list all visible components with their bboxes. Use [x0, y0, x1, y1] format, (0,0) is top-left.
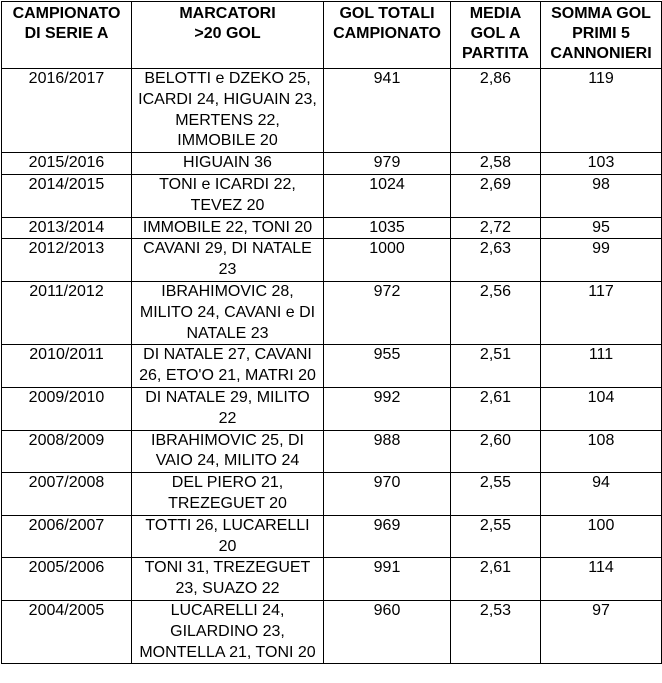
top5-sum-cell: 97 — [541, 600, 662, 663]
scorers-cell: DI NATALE 27, CAVANI 26, ETO'O 21, MATRI 20 — [132, 345, 324, 388]
season-cell: 2004/2005 — [2, 600, 132, 663]
table-row — [2, 174, 662, 217]
header-season: CAMPIONATO DI SERIE A — [2, 2, 132, 69]
season-cell: 2013/2014 — [2, 217, 132, 239]
season-cell: 2008/2009 — [2, 430, 132, 473]
table-row — [2, 239, 662, 282]
table-row — [2, 345, 662, 388]
top5-sum-cell: 99 — [541, 239, 662, 282]
average-cell: 2,58 — [451, 153, 541, 175]
table-row — [2, 387, 662, 430]
average-cell: 2,51 — [451, 345, 541, 388]
table-row — [2, 281, 662, 344]
table-body — [2, 69, 662, 664]
scorers-cell: DEL PIERO 21, TREZEGUET 20 — [132, 473, 324, 516]
average-cell: 2,53 — [451, 600, 541, 663]
scorers-cell: CAVANI 29, DI NATALE 23 — [132, 239, 324, 282]
total-goals-cell: 970 — [324, 473, 451, 516]
total-goals-cell: 1024 — [324, 174, 451, 217]
season-cell: 2011/2012 — [2, 281, 132, 344]
season-cell: 2015/2016 — [2, 153, 132, 175]
top5-sum-cell: 108 — [541, 430, 662, 473]
average-cell: 2,55 — [451, 515, 541, 558]
top5-sum-cell: 94 — [541, 473, 662, 516]
average-cell: 2,72 — [451, 217, 541, 239]
top5-sum-cell: 119 — [541, 69, 662, 153]
season-cell: 2006/2007 — [2, 515, 132, 558]
average-cell: 2,69 — [451, 174, 541, 217]
top5-sum-cell: 114 — [541, 558, 662, 601]
header-average: MEDIA GOL A PARTITA — [451, 2, 541, 69]
scorers-cell: BELOTTI e DZEKO 25, ICARDI 24, HIGUAIN 23, MERTENS 22, IMMOBILE 20 — [132, 69, 324, 153]
table-row — [2, 515, 662, 558]
table-row — [2, 217, 662, 239]
table-row — [2, 473, 662, 516]
average-cell: 2,61 — [451, 387, 541, 430]
scorers-cell: HIGUAIN 36 — [132, 153, 324, 175]
total-goals-cell: 1000 — [324, 239, 451, 282]
scorers-cell: IBRAHIMOVIC 25, DI VAIO 24, MILITO 24 — [132, 430, 324, 473]
total-goals-cell: 988 — [324, 430, 451, 473]
table-row — [2, 600, 662, 663]
scorers-cell: TOTTI 26, LUCARELLI 20 — [132, 515, 324, 558]
scorers-cell: DI NATALE 29, MILITO 22 — [132, 387, 324, 430]
total-goals-cell: 972 — [324, 281, 451, 344]
header-scorers: MARCATORI >20 GOL — [132, 2, 324, 69]
average-cell: 2,61 — [451, 558, 541, 601]
top5-sum-cell: 117 — [541, 281, 662, 344]
scorers-cell: LUCARELLI 24, GILARDINO 23, MONTELLA 21, TONI 20 — [132, 600, 324, 663]
total-goals-cell: 960 — [324, 600, 451, 663]
total-goals-cell: 979 — [324, 153, 451, 175]
table-row — [2, 153, 662, 175]
table-row — [2, 430, 662, 473]
season-cell: 2005/2006 — [2, 558, 132, 601]
top5-sum-cell: 95 — [541, 217, 662, 239]
season-cell: 2010/2011 — [2, 345, 132, 388]
serie-a-goals-table — [1, 1, 662, 664]
total-goals-cell: 955 — [324, 345, 451, 388]
average-cell: 2,55 — [451, 473, 541, 516]
header-total-goals: GOL TOTALI CAMPIONATO — [324, 2, 451, 69]
top5-sum-cell: 103 — [541, 153, 662, 175]
scorers-cell: TONI e ICARDI 22, TEVEZ 20 — [132, 174, 324, 217]
scorers-cell: IMMOBILE 22, TONI 20 — [132, 217, 324, 239]
season-cell: 2014/2015 — [2, 174, 132, 217]
scorers-cell: TONI 31, TREZEGUET 23, SUAZO 22 — [132, 558, 324, 601]
header-row — [2, 2, 662, 69]
total-goals-cell: 991 — [324, 558, 451, 601]
total-goals-cell: 1035 — [324, 217, 451, 239]
scorers-cell: IBRAHIMOVIC 28, MILITO 24, CAVANI e DI NATALE 23 — [132, 281, 324, 344]
average-cell: 2,86 — [451, 69, 541, 153]
table-row — [2, 558, 662, 601]
top5-sum-cell: 104 — [541, 387, 662, 430]
header-top5-sum: SOMMA GOL PRIMI 5 CANNONIERI — [541, 2, 662, 69]
season-cell: 2012/2013 — [2, 239, 132, 282]
average-cell: 2,63 — [451, 239, 541, 282]
season-cell: 2016/2017 — [2, 69, 132, 153]
top5-sum-cell: 100 — [541, 515, 662, 558]
total-goals-cell: 941 — [324, 69, 451, 153]
total-goals-cell: 969 — [324, 515, 451, 558]
season-cell: 2009/2010 — [2, 387, 132, 430]
average-cell: 2,56 — [451, 281, 541, 344]
top5-sum-cell: 111 — [541, 345, 662, 388]
average-cell: 2,60 — [451, 430, 541, 473]
season-cell: 2007/2008 — [2, 473, 132, 516]
table-row — [2, 69, 662, 153]
total-goals-cell: 992 — [324, 387, 451, 430]
top5-sum-cell: 98 — [541, 174, 662, 217]
